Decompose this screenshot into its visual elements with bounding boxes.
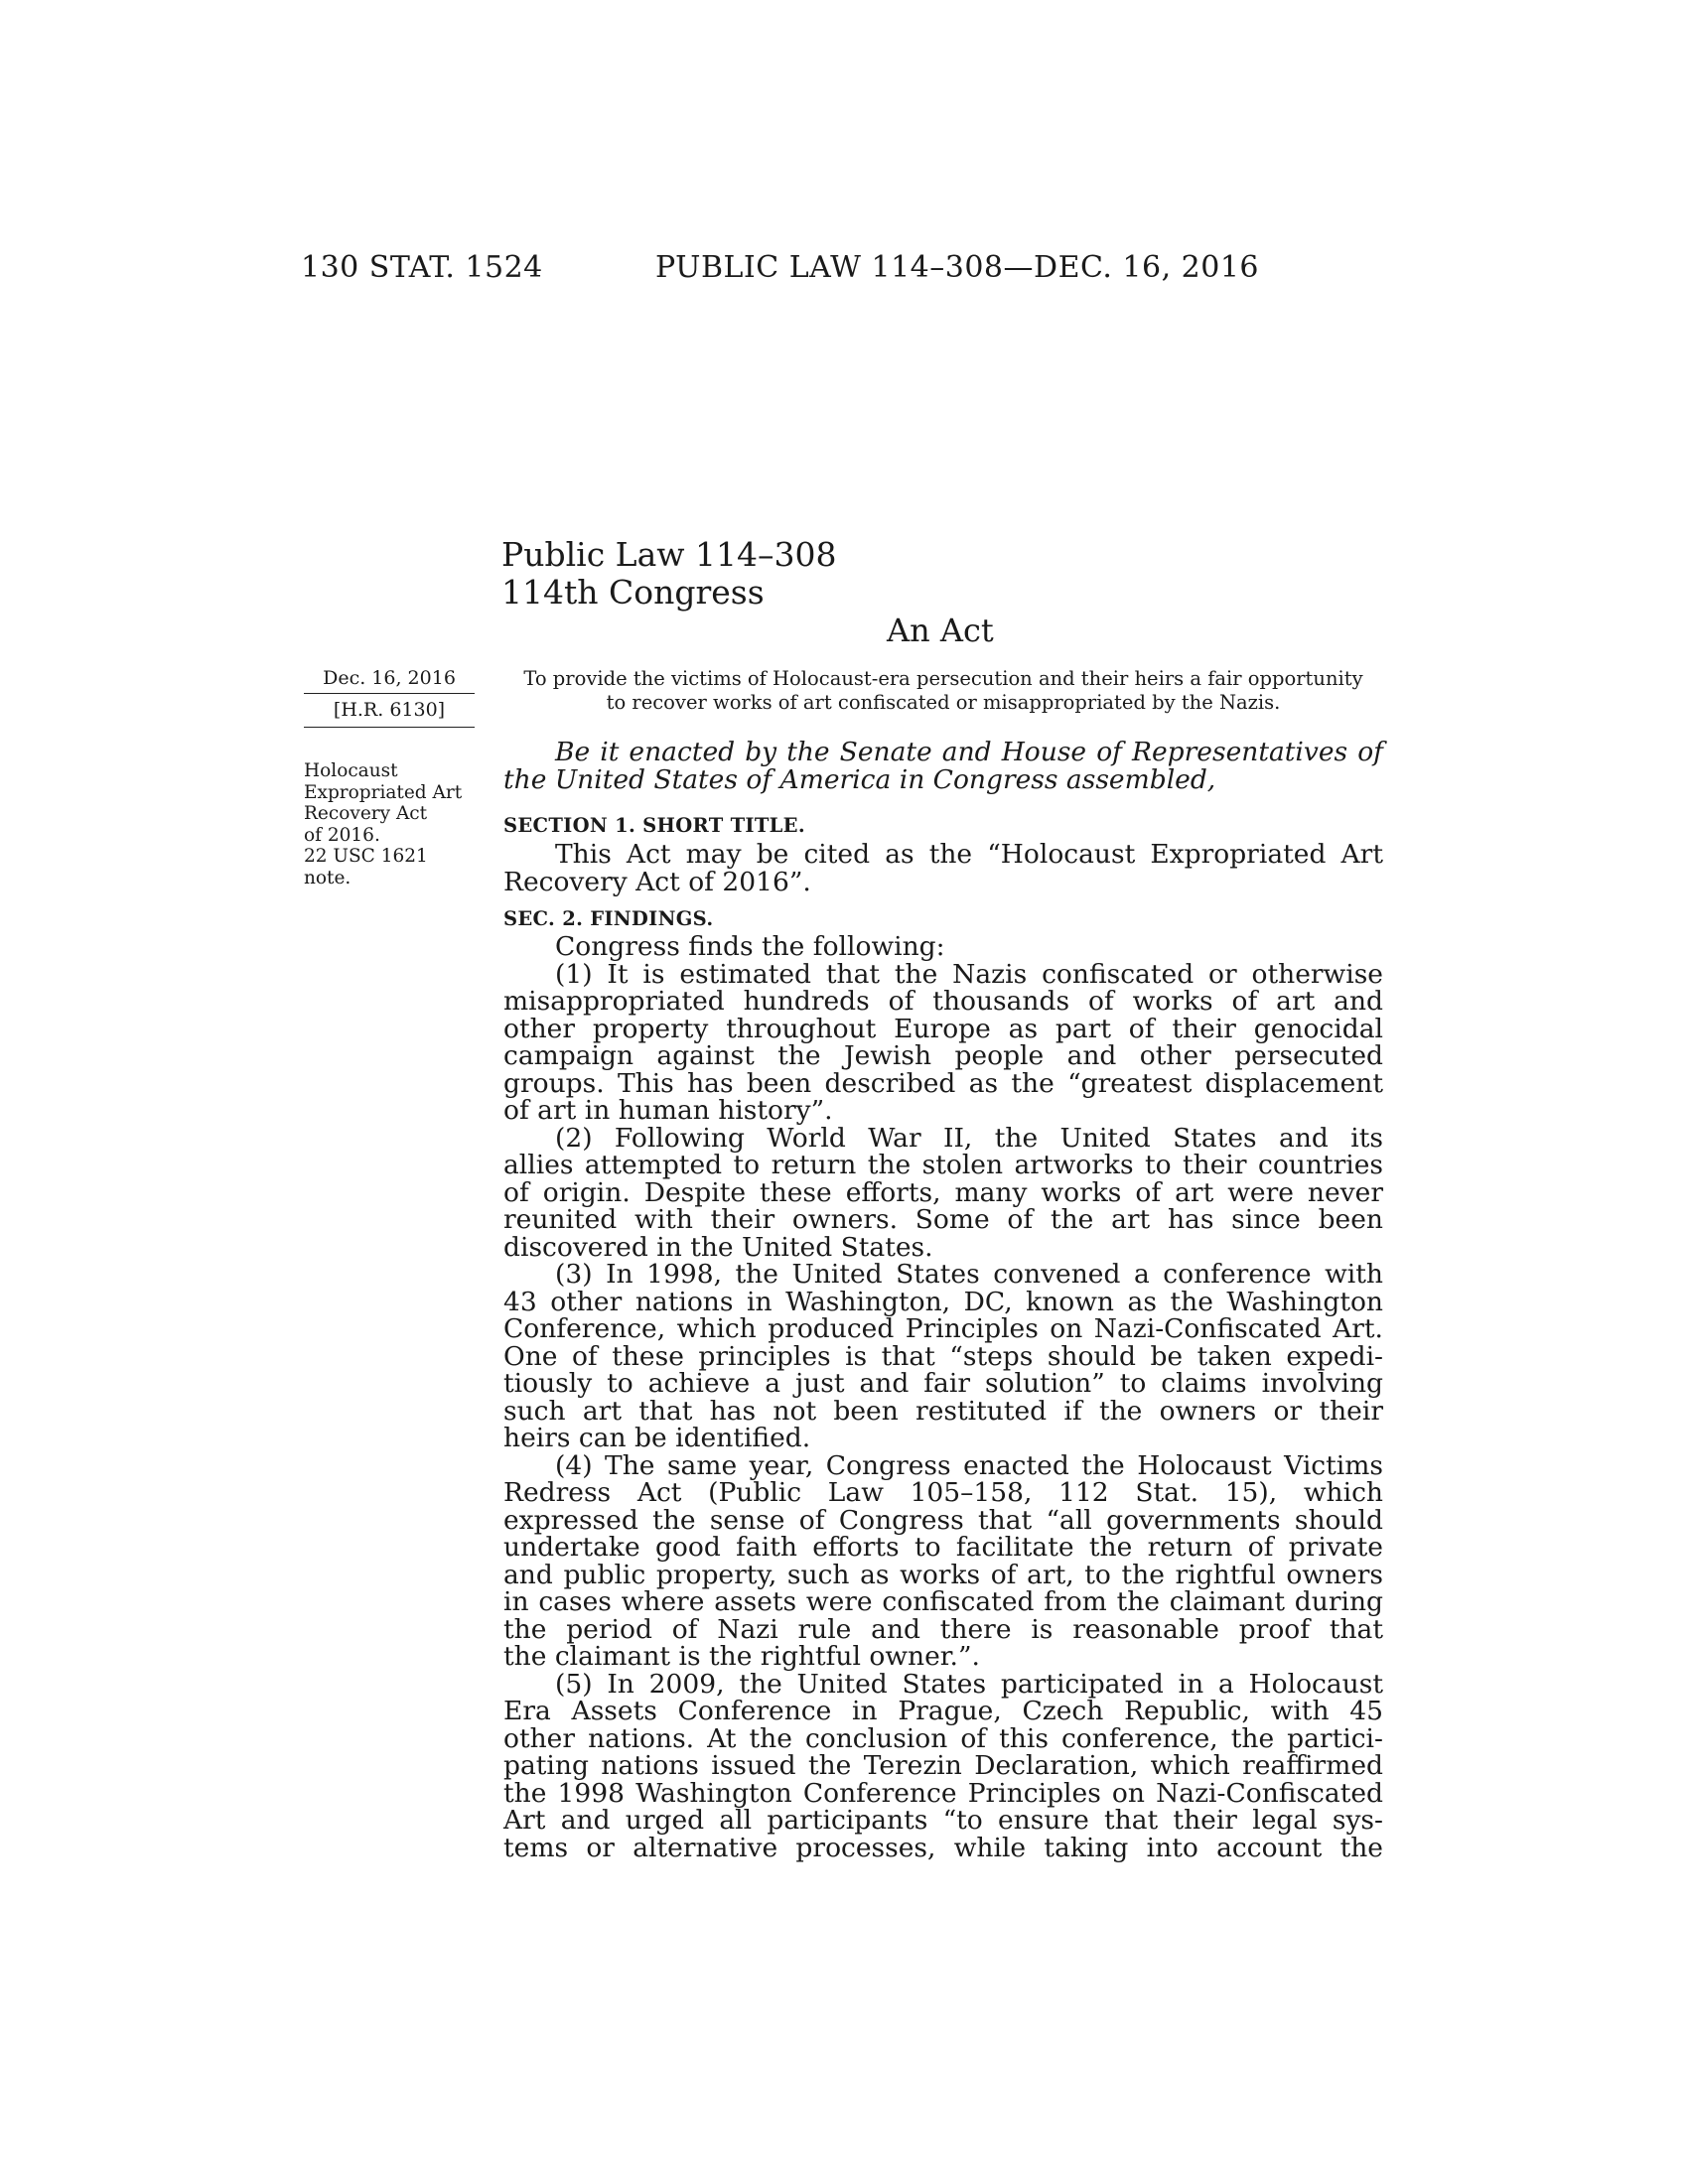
section-2-heading: SEC. 2. FINDINGS. xyxy=(503,907,714,930)
finding-line: of art in human history”. xyxy=(503,1095,833,1126)
findings-list xyxy=(503,958,1383,1863)
finding-line: Redress Act (Public Law 105–158, 112 Stat. 15), which xyxy=(503,1477,1383,1508)
section-1-text xyxy=(503,841,1383,895)
section-1-line: This Act may be cited as the “Holocaust Expropriated Art xyxy=(555,839,1383,870)
enacting-line: the United States of America in Congress assembled, xyxy=(503,763,1216,795)
finding-line: groups. This has been described as the “greatest displacement xyxy=(503,1067,1383,1099)
section-1-heading: SECTION 1. SHORT TITLE. xyxy=(503,814,805,837)
finding-1 xyxy=(503,958,1383,1126)
finding-line: (5) In 2009, the United States participated in a Holocaust xyxy=(555,1668,1383,1700)
finding-line: of origin. Despite these efforts, many works of art were never xyxy=(503,1176,1383,1208)
finding-line: (2) Following World War II, the United States and its xyxy=(555,1122,1383,1154)
finding-line: One of these principles is that “steps should be taken expedi- xyxy=(503,1340,1383,1372)
finding-line: 43 other nations in Washington, DC, known as the Washington xyxy=(503,1286,1383,1317)
margin-note-line: Holocaust xyxy=(304,760,398,781)
finding-line: heirs can be identified. xyxy=(503,1423,811,1453)
finding-line: pating nations issued the Terezin Declaration, which reaffirmed xyxy=(503,1750,1383,1781)
finding-2 xyxy=(503,1122,1383,1263)
margin-note-line: Recovery Act xyxy=(304,803,428,825)
finding-line: Art and urged all participants “to ensure that their legal sys- xyxy=(503,1805,1383,1836)
margin-note-line: Expropriated Art xyxy=(304,781,463,803)
purpose-line: To provide the victims of Holocaust-era persecution and their heirs a fair opportunity xyxy=(523,667,1363,690)
finding-line: the period of Nazi rule and there is reasonable proof that xyxy=(503,1613,1383,1645)
finding-line: (1) It is estimated that the Nazis confiscated or otherwise xyxy=(555,958,1383,990)
finding-line: expressed the sense of Congress that “all governments should xyxy=(503,1504,1383,1536)
enacting-line: Be it enacted by the Senate and House of Representatives of xyxy=(555,737,1383,767)
finding-line: in cases where assets were confiscated from the claimant during xyxy=(503,1586,1383,1617)
finding-line: misappropriated hundreds of thousands of works of art and xyxy=(503,986,1383,1017)
finding-line: other property throughout Europe as part of their genocidal xyxy=(503,1013,1383,1044)
finding-line: discovered in the United States. xyxy=(503,1231,933,1263)
finding-line: reunited with their owners. Some of the art has since been xyxy=(503,1204,1383,1235)
margin-divider xyxy=(304,693,475,694)
margin-note-line: note. xyxy=(304,867,352,888)
margin-date: Dec. 16, 2016 xyxy=(323,667,456,689)
finding-line: and public property, such as works of art, to the rightful owners xyxy=(503,1559,1383,1590)
finding-line: the 1998 Washington Conference Principles on Nazi-Confiscated xyxy=(503,1777,1383,1809)
findings-body xyxy=(503,933,1383,1861)
finding-line: tiously to achieve a just and fair solution” to claims involving xyxy=(503,1368,1383,1399)
finding-line: allies attempted to return the stolen artworks to their countries xyxy=(503,1150,1383,1180)
finding-line: Conference, which produced Principles on Nazi-Confiscated Art. xyxy=(503,1313,1383,1344)
act-purpose xyxy=(506,667,1380,715)
enacting-clause xyxy=(503,739,1383,793)
finding-line: the claimant is the rightful owner.”. xyxy=(503,1641,980,1672)
running-header: PUBLIC LAW 114–308—DEC. 16, 2016 xyxy=(655,250,1260,285)
margin-short-title-note xyxy=(304,760,502,889)
margin-note-line: of 2016. xyxy=(304,824,380,846)
margin-bill-number: [H.R. 6130] xyxy=(333,699,446,721)
finding-line: other nations. At the conclusion of this conference, the partici- xyxy=(503,1722,1383,1754)
finding-line: undertake good faith efforts to facilitate the return of private xyxy=(503,1532,1383,1563)
margin-note-line: 22 USC 1621 xyxy=(304,846,428,868)
finding-3 xyxy=(503,1261,1383,1452)
margin-divider xyxy=(304,727,475,728)
finding-line: tems or alternative processes, while taking into account the xyxy=(503,1832,1383,1863)
finding-line: (4) The same year, Congress enacted the Holocaust Victims xyxy=(555,1449,1383,1481)
law-number: Public Law 114–308 xyxy=(501,535,837,574)
finding-5 xyxy=(503,1668,1383,1863)
page-stat-reference: 130 STAT. 1524 xyxy=(301,250,543,285)
findings-intro: Congress finds the following: xyxy=(555,931,945,962)
section-1-line: Recovery Act of 2016”. xyxy=(503,866,811,897)
finding-line: Era Assets Conference in Prague, Czech Republic, with 45 xyxy=(503,1696,1383,1726)
act-heading: An Act xyxy=(887,612,994,649)
finding-line: campaign against the Jewish people and other persecuted xyxy=(503,1040,1383,1071)
congress-number: 114th Congress xyxy=(501,573,765,612)
finding-4 xyxy=(503,1449,1383,1672)
purpose-line: to recover works of art confiscated or misappropriated by the Nazis. xyxy=(606,691,1281,714)
finding-line: such art that has not been restituted if the owners or their xyxy=(503,1395,1383,1427)
finding-line: (3) In 1998, the United States convened a conference with xyxy=(555,1259,1383,1290)
